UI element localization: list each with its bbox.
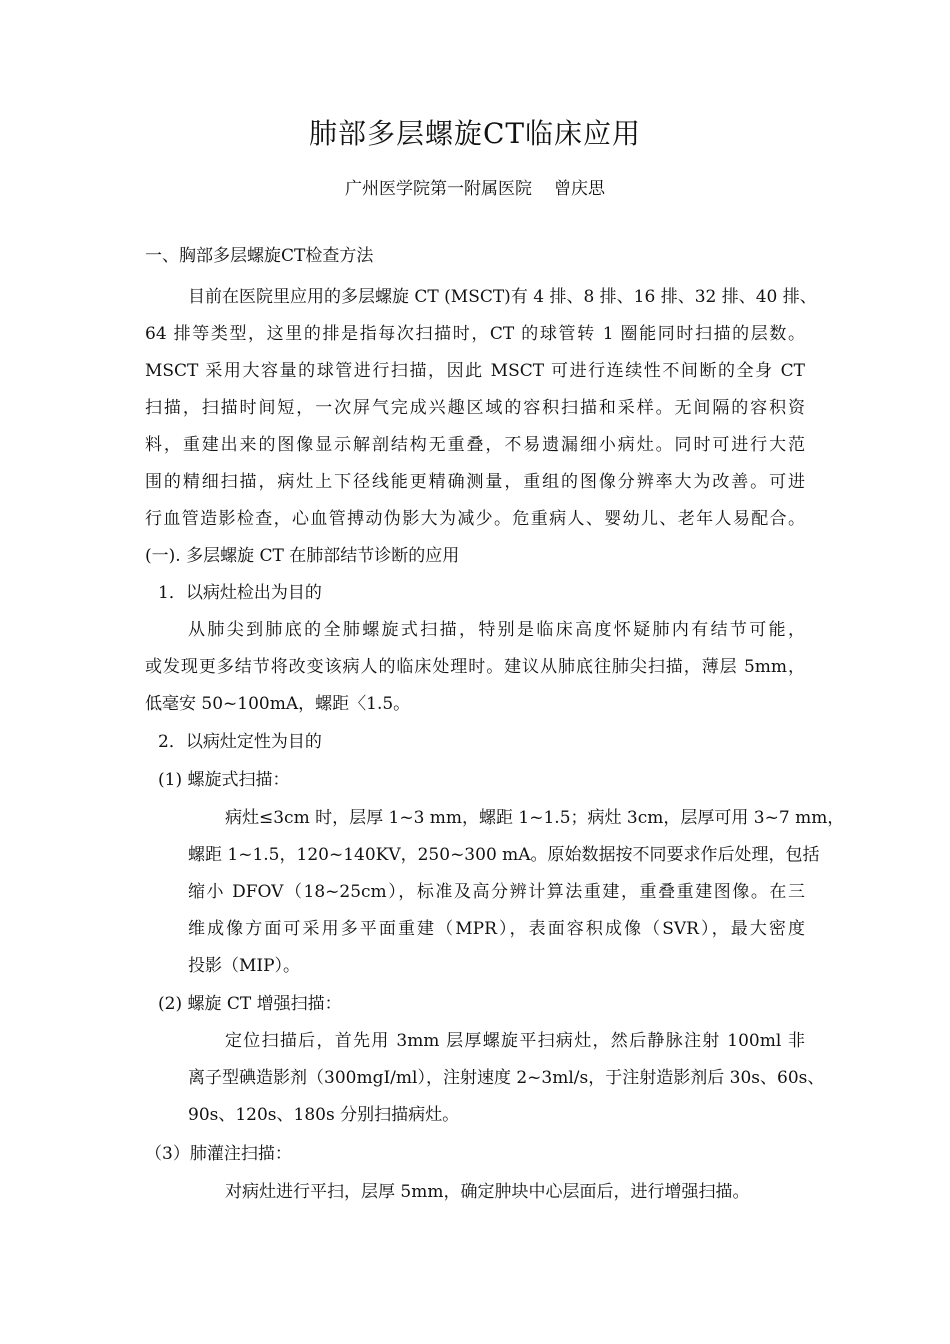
paragraph-line: 定位扫描后，首先用 3mm 层厚螺旋平扫病灶，然后静脉注射 100ml 非 bbox=[225, 1031, 805, 1051]
paragraph-line: 对病灶进行平扫，层厚 5mm，确定肿块中心层面后，进行增强扫描。 bbox=[225, 1182, 750, 1202]
paragraph-line: 行血管造影检查，心血管搏动伪影大为减少。危重病人、婴幼儿、老年人易配合。 bbox=[145, 509, 805, 529]
author-affiliation: 广州医学院第一附属医院 bbox=[345, 179, 532, 199]
paragraph-line: 扫描，扫描时间短，一次屏气完成兴趣区域的容积扫描和采样。无间隔的容积资 bbox=[145, 398, 805, 418]
subitem-heading: (1) 螺旋式扫描： bbox=[158, 770, 290, 790]
author-line bbox=[0, 174, 950, 199]
paragraph-line: 围的精细扫描，病灶上下径线能更精确测量，重组的图像分辨率大为改善。可进 bbox=[145, 472, 805, 492]
item-heading: 2．以病灶定性为目的 bbox=[158, 732, 322, 752]
item-heading: 1．以病灶检出为目的 bbox=[158, 583, 322, 603]
paragraph-line: 90s、120s、180s 分别扫描病灶。 bbox=[188, 1105, 460, 1125]
paragraph-line: 缩小 DFOV（18~25cm），标准及高分辨计算法重建，重叠重建图像。在三 bbox=[188, 882, 805, 902]
subitem-heading: (2) 螺旋 CT 增强扫描： bbox=[158, 994, 342, 1014]
subsection-heading: (一). 多层螺旋 CT 在肺部结节诊断的应用 bbox=[145, 546, 460, 566]
paragraph-line: 维成像方面可采用多平面重建（MPR），表面容积成像（SVR），最大密度 bbox=[188, 919, 805, 939]
subitem-heading: （3）肺灌注扫描： bbox=[145, 1144, 292, 1164]
section-heading: 一、胸部多层螺旋CT检查方法 bbox=[145, 246, 374, 266]
author-name: 曾庆思 bbox=[554, 179, 605, 199]
paragraph-line: 离子型碘造影剂（300mgI/ml），注射速度 2~3ml/s，于注射造影剂后 30s、60s、 bbox=[188, 1068, 825, 1088]
paragraph-line: 螺距 1~1.5，120~140KV，250~300 mA。原始数据按不同要求作后处理，包括 bbox=[188, 845, 820, 865]
paragraph-line: 或发现更多结节将改变该病人的临床处理时。建议从肺底往肺尖扫描，薄层 5mm， bbox=[145, 657, 805, 677]
paragraph-line: 料，重建出来的图像显示解剖结构无重叠，不易遗漏细小病灶。同时可进行大范 bbox=[145, 435, 805, 455]
paragraph-line: 投影（MIP）。 bbox=[188, 956, 301, 976]
paragraph-line: MSCT 采用大容量的球管进行扫描，因此 MSCT 可进行连续性不间断的全身 CT bbox=[145, 361, 805, 381]
paragraph-line: 64 排等类型，这里的排是指每次扫描时，CT 的球管转 1 圈能同时扫描的层数。 bbox=[145, 324, 805, 344]
paragraph-line: 低毫安 50~100mA，螺距〈1.5。 bbox=[145, 694, 411, 714]
paragraph-line: 从肺尖到肺底的全肺螺旋式扫描，特别是临床高度怀疑肺内有结节可能， bbox=[188, 620, 805, 640]
paragraph-line: 病灶≤3cm 时，层厚 1~3 mm，螺距 1~1.5；病灶 3cm，层厚可用 3~7 mm， bbox=[225, 808, 845, 828]
paragraph-line: 目前在医院里应用的多层螺旋 CT (MSCT)有 4 排、8 排、16 排、32 排、40 排、 bbox=[188, 287, 817, 307]
page-title: 肺部多层螺旋CT临床应用 bbox=[308, 117, 642, 150]
